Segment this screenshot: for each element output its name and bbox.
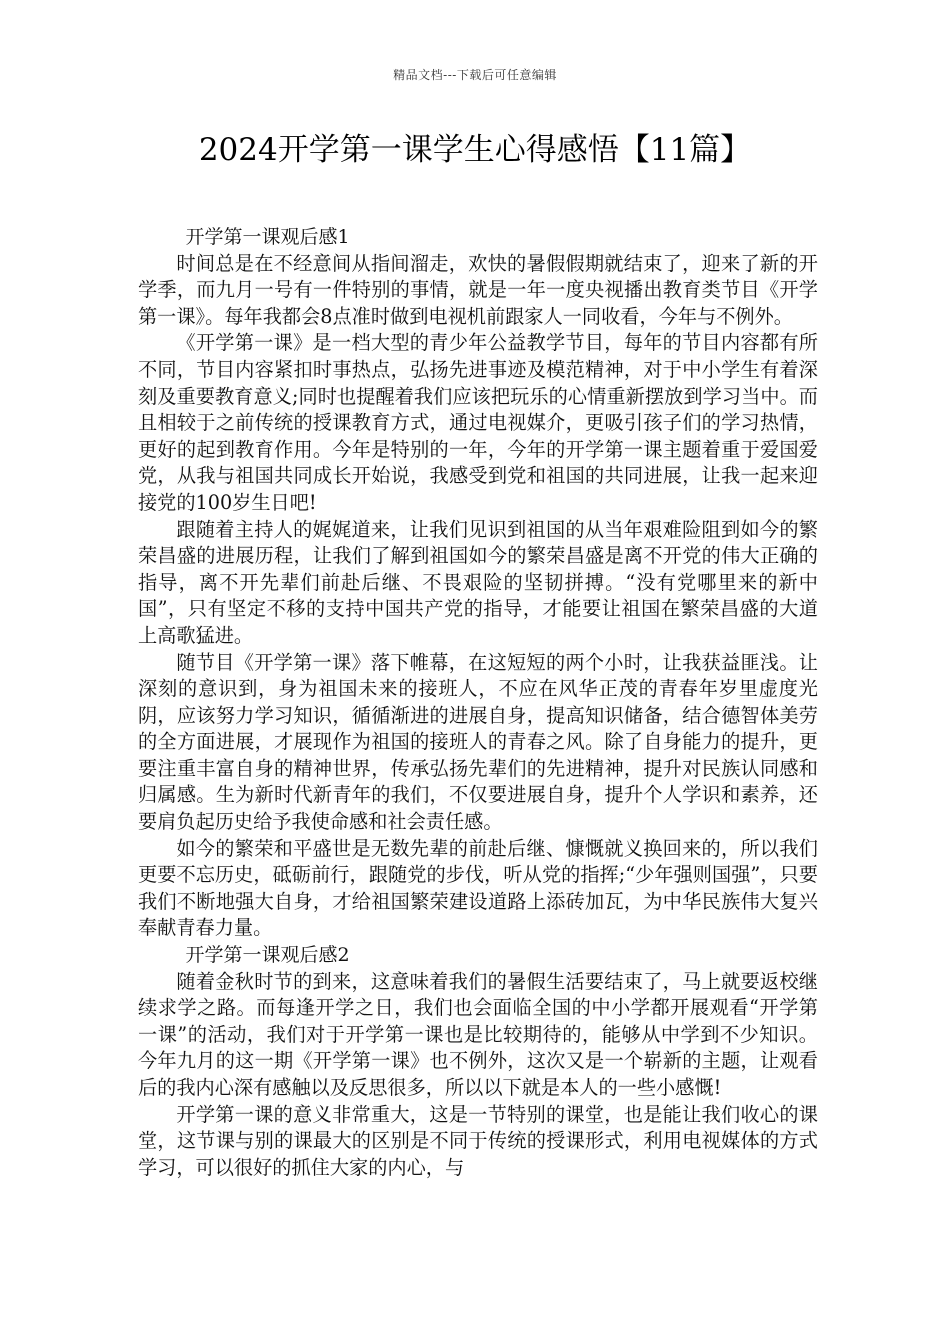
- section-heading: 开学第一课观后感1: [185, 226, 350, 248]
- paragraph: 开学第一课的意义非常重大，这是一节特别的课堂，也是能让我们收心的课堂，这节课与别的课最大的区别是不同于传统的授课形式，利用电视媒体的方式学习，可以很好的抓住大家的内心，与: [138, 1102, 818, 1179]
- paragraph: 《开学第一课》是一档大型的青少年公益教学节目，每年的节目内容都有所不同，节目内容紧扣时事热点，弘扬先进事迹及模范精神，对于中小学生有着深刻及重要教育意义;同时也提醒着我们应该把玩乐的心情重新摆放到学习当中。而且相较于之前传统的授课教育方式，通过电视媒介，更吸引孩子们的学习热情，更好的起到教育作用。今年是特别的一年，今年的开学第一课主题着重于爱国爱党，从我与祖国共同成长开始说，我感受到党和祖国的共同进展，让我一起来迎接党的100岁生日吧!: [138, 331, 818, 514]
- header-note: 精品文档---下载后可任意编辑: [393, 68, 557, 82]
- paragraph: 随节目《开学第一课》落下帷幕，在这短短的两个小时，让我获益匪浅。让深刻的意识到，身为祖国未来的接班人，不应在风华正茂的青春年岁里虚度光阴，应该努力学习知识，循循渐进的进展自身，提高知识储备，结合德智体美劳的全方面进展，才展现作为祖国的接班人的青春之风。除了自身能力的提升，更要注重丰富自身的精神世界，传承弘扬先辈们的先进精神，提升对民族认同感和归属感。生为新时代新青年的我们，不仅要进展自身，提升个人学识和素养，还要肩负起历史给予我使命感和社会责任感。: [138, 650, 818, 834]
- paragraph: 跟随着主持人的娓娓道来，让我们见识到祖国的从当年艰难险阻到如今的繁荣昌盛的进展历程，让我们了解到祖国如今的繁荣昌盛是离不开党的伟大正确的指导，离不开先辈们前赴后继、不畏艰险的坚韧拼搏。“没有党哪里来的新中国”，只有坚定不移的支持中国共产党的指导，才能要让祖国在繁荣昌盛的大道上高歌猛进。: [138, 517, 818, 647]
- section-heading: 开学第一课观后感2: [185, 944, 350, 967]
- paragraph: 时间总是在不经意间从指间溜走，欢快的暑假假期就结束了，迎来了新的开学季，而九月一号有一件特别的事情，就是一年一度央视播出教育类节目《开学第一课》。每年我都会8点准时做到电视机前跟家人一同收看，今年与不例外。: [138, 251, 818, 328]
- document-title: 2024开学第一课学生心得感悟【11篇】: [198, 132, 752, 168]
- paragraph: 如今的繁荣和平盛世是无数先辈的前赴后继、慷慨就义换回来的，所以我们更要不忘历史，砥砺前行，跟随党的步伐，听从党的指挥;“少年强则国强”，只要我们不断地强大自身，才给祖国繁荣建设道路上添砖加瓦，为中华民族伟大复兴奉献青春力量。: [138, 836, 818, 940]
- document-body: [138, 224, 818, 1181]
- paragraph: 随着金秋时节的到来，这意味着我们的暑假生活要结束了，马上就要返校继续求学之路。而每逢开学之日，我们也会面临全国的中小学都开展观看“开学第一课”的活动，我们对于开学第一课也是比较期待的，能够从中学到不少知识。今年九月的这一期《开学第一课》也不例外，这次又是一个崭新的主题，让观看后的我内心深有感触以及反思很多，所以以下就是本人的一些小感慨!: [138, 969, 818, 1099]
